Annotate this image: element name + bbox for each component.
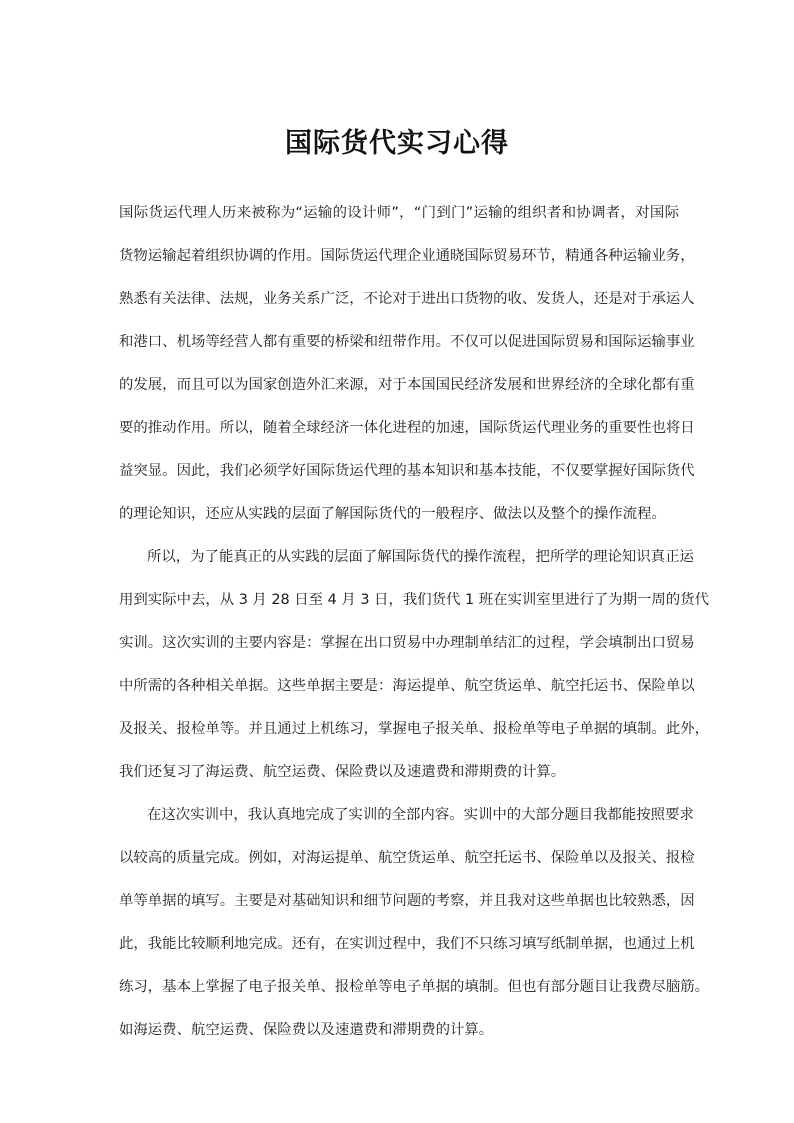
paragraph-line: 国际货运代理人历来被称为“运输的设计师”，“门到门”运输的组织者和协调者，对国际 — [119, 205, 679, 221]
paragraph-line: 所以，为了能真正的从实践的层面了解国际货代的操作流程，把所学的理论知识真正运 — [147, 549, 694, 565]
paragraph-line: 用到实际中去，从 3 月 28 日至 4 月 3 日，我们货代 1 班在实训室里进行了为期一周的货代 — [119, 592, 709, 608]
document-title: 国际货代实习心得 — [285, 128, 509, 159]
paragraph-line: 此，我能比较顺利地完成。还有，在实训过程中，我们不只练习填写纸制单据，也通过上机 — [119, 936, 695, 952]
paragraph-line: 熟悉有关法律、法规，业务关系广泛，不论对于进出口货物的收、发货人，还是对于承运人 — [119, 291, 695, 307]
paragraph-line: 以较高的质量完成。例如，对海运提单、航空货运单、航空托运书、保险单以及报关、报检 — [119, 850, 695, 866]
paragraph-line: 益突显。因此，我们必须学好国际货运代理的基本知识和基本技能，不仅要掌握好国际货代 — [119, 463, 695, 479]
paragraph-line: 货物运输起着组织协调的作用。国际货运代理企业通晓国际贸易环节，精通各种运输业务， — [119, 248, 695, 264]
paragraph-line: 和港口、机场等经营人都有重要的桥梁和纽带作用。不仅可以促进国际贸易和国际运输事业 — [119, 334, 695, 350]
paragraph-line: 如海运费、航空运费、保险费以及速遣费和滞期费的计算。 — [119, 1022, 494, 1038]
paragraph-line: 在这次实训中，我认真地完成了实训的全部内容。实训中的大部分题目我都能按照要求 — [147, 807, 694, 823]
paragraph-line: 实训。这次实训的主要内容是：掌握在出口贸易中办理制单结汇的过程，学会填制出口贸易 — [119, 635, 695, 651]
paragraph-line: 中所需的各种相关单据。这些单据主要是：海运提单、航空货运单、航空托运书、保险单以 — [119, 678, 695, 694]
paragraph-line: 我们还复习了海运费、航空运费、保险费以及速遣费和滞期费的计算。 — [119, 764, 566, 780]
paragraph-line: 单等单据的填写。主要是对基础知识和细节问题的考察，并且我对这些单据也比较熟悉，因 — [119, 893, 695, 909]
paragraph-line: 的发展，而且可以为国家创造外汇来源，对于本国国民经济发展和世界经济的全球化都有重 — [119, 377, 695, 393]
paragraph-line: 的理论知识，还应从实践的层面了解国际货代的一般程序、做法以及整个的操作流程。 — [119, 506, 666, 522]
paragraph-line: 要的推动作用。所以，随着全球经济一体化进程的加速，国际货运代理业务的重要性也将日 — [119, 420, 695, 436]
paragraph-line: 练习，基本上掌握了电子报关单、报检单等电子单据的填制。但也有部分题目让我费尽脑筋。 — [119, 979, 710, 995]
paragraph-line: 及报关、报检单等。并且通过上机练习，掌握电子报关单、报检单等电子单据的填制。此外， — [119, 721, 710, 737]
